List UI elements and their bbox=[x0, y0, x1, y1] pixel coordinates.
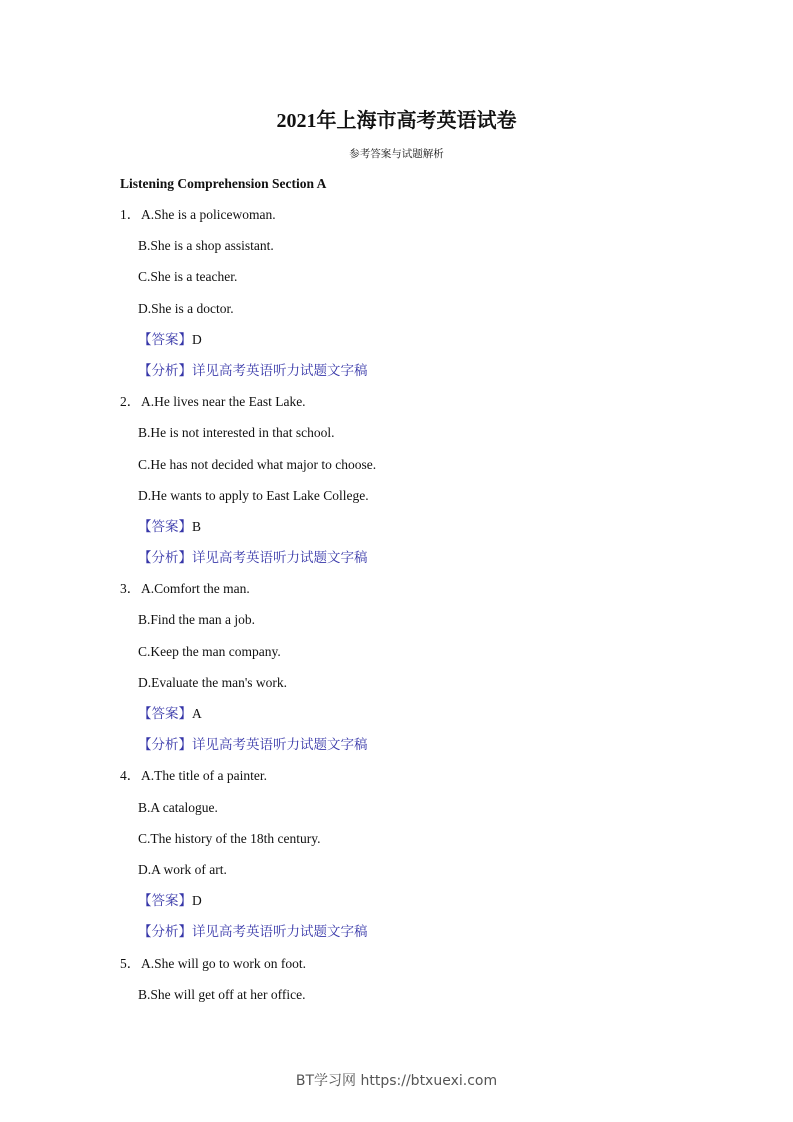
analysis-line bbox=[0, 923, 793, 954]
option-text: D.A work of art. bbox=[138, 861, 227, 877]
answer-option bbox=[0, 674, 793, 705]
option-text: B.She will get off at her office. bbox=[138, 986, 306, 1002]
question-item bbox=[0, 955, 793, 1017]
answer-option bbox=[0, 206, 793, 237]
question-item bbox=[0, 206, 793, 393]
watermark-footer: BT学习网 https://btxuexi.com bbox=[295, 1073, 498, 1089]
option-text: D.He wants to apply to East Lake College. bbox=[138, 487, 369, 503]
analysis-label: 【分析】 bbox=[138, 924, 192, 940]
document-title: 2021年上海市高考英语试卷 bbox=[276, 110, 517, 132]
option-text: C.He has not decided what major to choose. bbox=[138, 456, 377, 472]
answer-option bbox=[0, 300, 793, 331]
answer-option bbox=[0, 830, 793, 861]
answer-label: 【答案】 bbox=[138, 893, 192, 909]
section-heading: Listening Comprehension Section A bbox=[120, 176, 327, 191]
answer-option bbox=[0, 393, 793, 424]
answer-value: D bbox=[192, 331, 202, 347]
analysis-text: 详见高考英语听力试题文字稿 bbox=[192, 924, 368, 940]
question-item bbox=[0, 393, 793, 580]
option-text: A.She is a policewoman. bbox=[141, 207, 276, 222]
answer-label: 【答案】 bbox=[138, 518, 192, 534]
document-subtitle: 参考答案与试题解析 bbox=[349, 148, 444, 160]
question-number: 3． bbox=[120, 581, 141, 597]
question-number: 4． bbox=[120, 768, 141, 784]
analysis-line bbox=[0, 549, 793, 580]
question-item bbox=[0, 580, 793, 767]
answer-option bbox=[0, 487, 793, 518]
answer-option bbox=[0, 237, 793, 268]
option-text: A.Comfort the man. bbox=[141, 581, 250, 597]
answer-label: 【答案】 bbox=[138, 331, 192, 347]
answer-value: A bbox=[192, 706, 202, 721]
answer-value: D bbox=[192, 893, 202, 909]
analysis-label: 【分析】 bbox=[138, 737, 192, 753]
option-text: B.She is a shop assistant. bbox=[138, 238, 274, 254]
answer-option bbox=[0, 424, 793, 455]
analysis-text: 详见高考英语听力试题文字稿 bbox=[192, 737, 368, 753]
question-item bbox=[0, 767, 793, 954]
analysis-label: 【分析】 bbox=[138, 362, 192, 378]
answer-option bbox=[0, 986, 793, 1017]
analysis-text: 详见高考英语听力试题文字稿 bbox=[192, 362, 368, 378]
answer-line bbox=[0, 331, 793, 362]
option-text: A.She will go to work on foot. bbox=[141, 955, 306, 971]
answer-option bbox=[0, 861, 793, 892]
option-text: C.She is a teacher. bbox=[138, 269, 238, 285]
option-text: B.A catalogue. bbox=[138, 799, 218, 815]
answer-option bbox=[0, 456, 793, 487]
option-text: B.Find the man a job. bbox=[138, 612, 255, 628]
answer-option bbox=[0, 799, 793, 830]
answer-option bbox=[0, 767, 793, 798]
answer-option bbox=[0, 955, 793, 986]
answer-option bbox=[0, 268, 793, 299]
option-text: A.He lives near the East Lake. bbox=[141, 394, 306, 410]
answer-option bbox=[0, 580, 793, 611]
answer-label: 【答案】 bbox=[138, 706, 192, 721]
answer-option bbox=[0, 611, 793, 642]
analysis-label: 【分析】 bbox=[138, 550, 192, 566]
option-text: B.He is not interested in that school. bbox=[138, 425, 335, 441]
option-text: D.Evaluate the man's work. bbox=[138, 674, 288, 690]
option-text: C.The history of the 18th century. bbox=[138, 830, 321, 846]
question-number: 1． bbox=[120, 207, 141, 222]
question-number: 2． bbox=[120, 394, 141, 410]
option-text: A.The title of a painter. bbox=[141, 768, 267, 784]
analysis-line bbox=[0, 362, 793, 393]
option-text: C.Keep the man company. bbox=[138, 643, 281, 659]
option-text: D.She is a doctor. bbox=[138, 300, 234, 316]
answer-value: B bbox=[192, 518, 202, 534]
questions-list bbox=[0, 206, 793, 1017]
question-number: 5． bbox=[120, 955, 141, 971]
answer-line bbox=[0, 892, 793, 923]
analysis-line bbox=[0, 736, 793, 767]
answer-line bbox=[0, 518, 793, 549]
answer-line bbox=[0, 705, 793, 736]
analysis-text: 详见高考英语听力试题文字稿 bbox=[192, 550, 368, 566]
answer-option bbox=[0, 643, 793, 674]
